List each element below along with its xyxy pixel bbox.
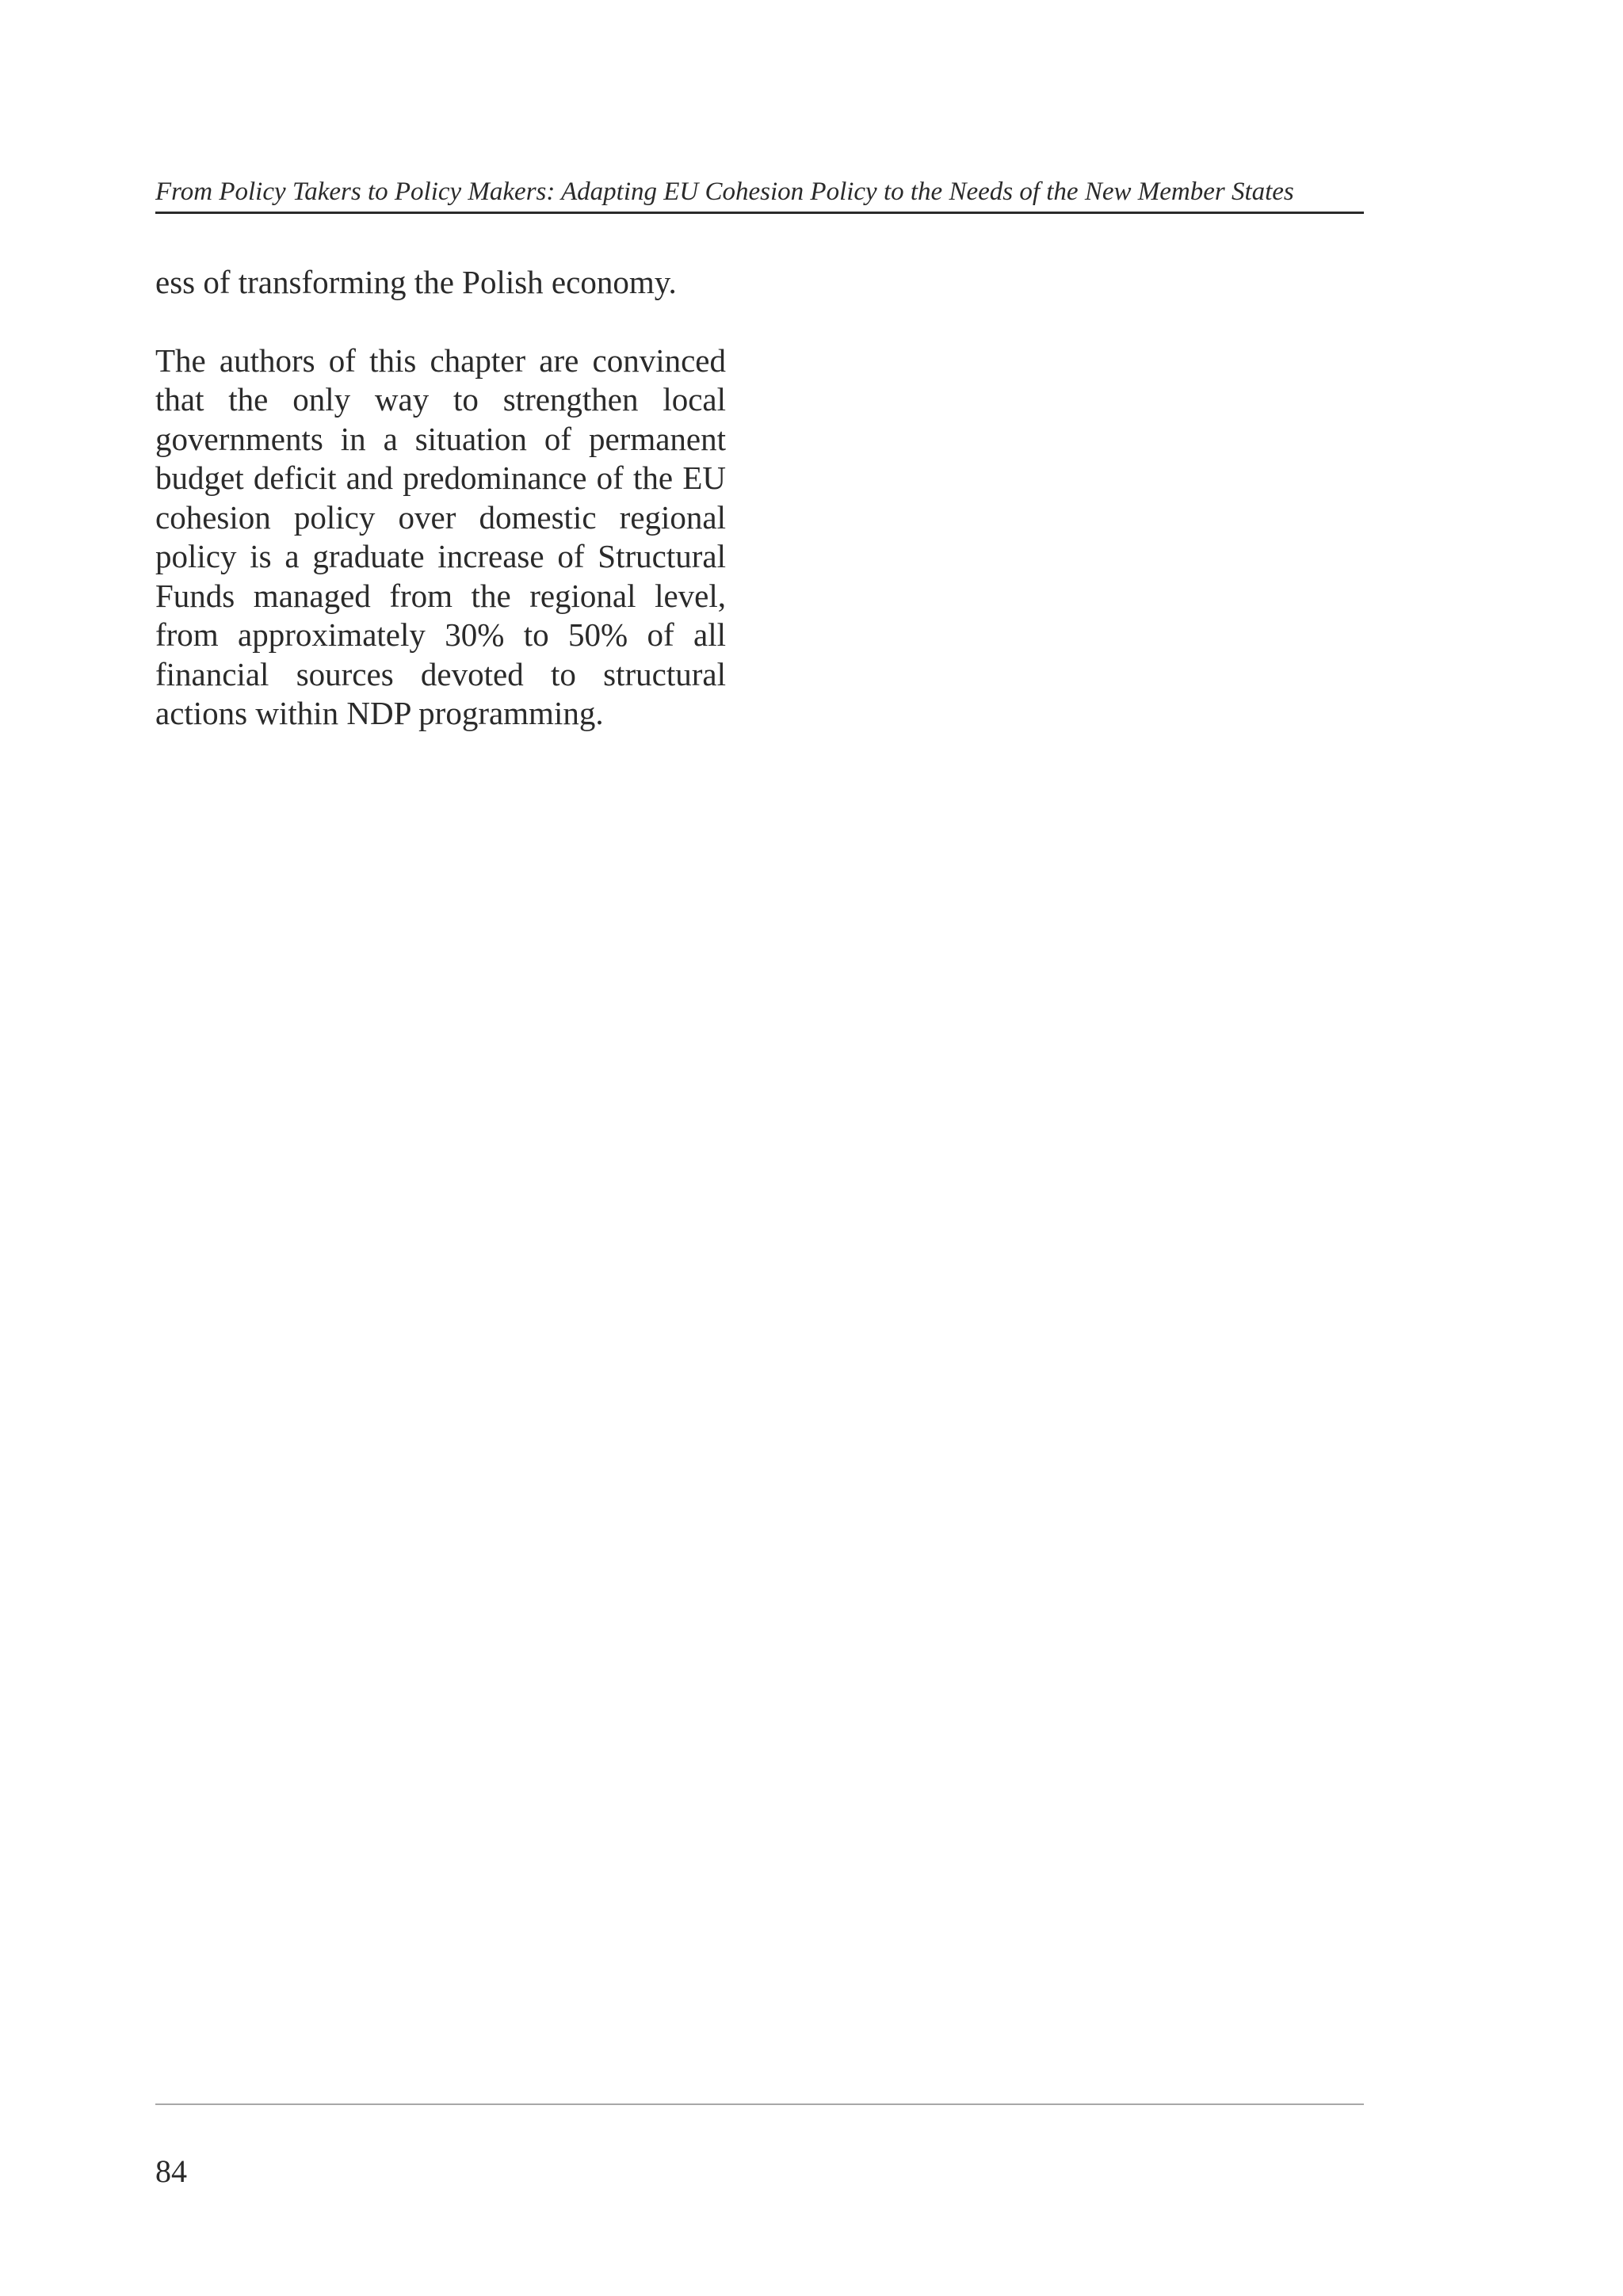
running-header: From Policy Takers to Policy Makers: Adapting EU Cohesion Policy to the Needs of the New Member States	[155, 177, 1294, 206]
header-rule	[155, 212, 1364, 214]
body-text-column	[155, 263, 726, 734]
paragraph-authors-conclusion: The authors of this chapter are convinced that the only way to strengthen local governments in a situation of permanent budget deficit and predominance of the EU cohesion policy over domestic regional policy is a graduate increase of Structural Funds managed from the regional level, from approximately 30% to 50% of all financial sources devoted to structural actions within NDP programming.	[155, 341, 726, 731]
page-number: 84	[155, 2153, 187, 2189]
footer-rule	[155, 2103, 1364, 2105]
paragraph-continuation: ess of transforming the Polish economy.	[155, 264, 677, 300]
